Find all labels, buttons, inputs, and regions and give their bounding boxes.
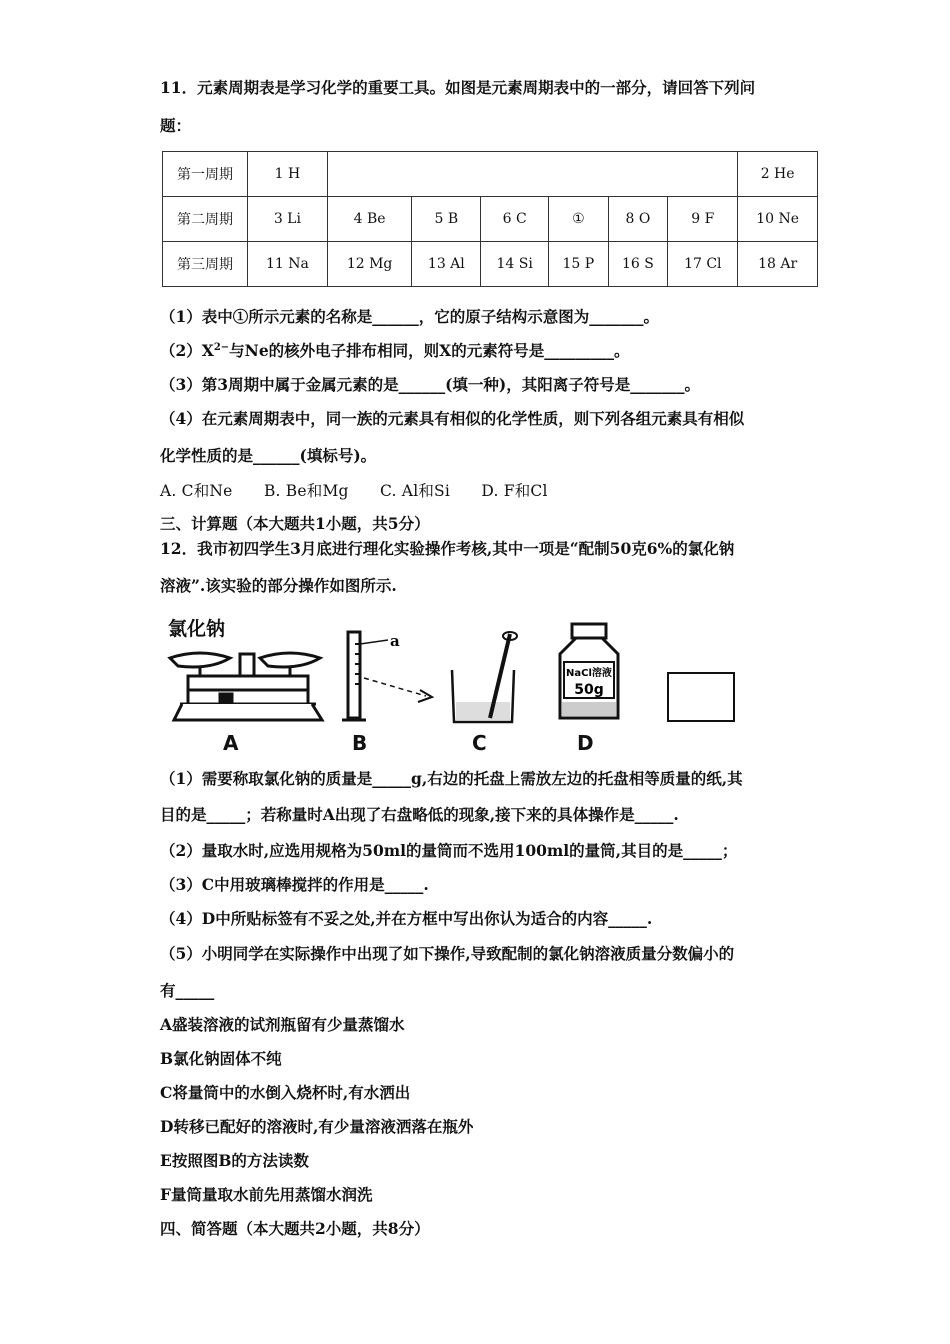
- cylinder-mark-label: a: [390, 632, 400, 650]
- table-row: [163, 197, 818, 242]
- q11-sub4-line1: （4）在元素周期表中，同一族的元素具有相似的化学性质，则下列各组元素具有相似: [160, 409, 745, 428]
- element-cell: 17 Cl: [668, 242, 738, 287]
- element-cell: 10 Ne: [738, 197, 818, 242]
- label-answer-box[interactable]: [667, 672, 735, 722]
- element-cell: 9 F: [668, 197, 738, 242]
- table-row: [163, 152, 818, 197]
- figure-label-c: C: [472, 731, 487, 755]
- q11-sub2-sup: 2−: [213, 341, 230, 353]
- q11-intro-line2: 题：: [160, 116, 192, 135]
- row-header: 第三周期: [163, 242, 248, 287]
- q12-sub1-line2: 目的是_____；若称量时A出现了右盘略低的现象,接下来的具体操作是_____.: [160, 805, 679, 824]
- choice-item: C将量筒中的水倒入烧杯时,有水洒出: [160, 1083, 411, 1102]
- q12-sub1-line1: （1）需要称取氯化钠的质量是_____g,右边的托盘上需放左边的托盘相等质量的纸,其: [160, 769, 743, 788]
- element-cell: 14 Si: [481, 242, 549, 287]
- bottle-label-line2: 50g: [574, 682, 604, 698]
- empty-cell: [327, 152, 738, 197]
- element-cell: 1 H: [248, 152, 328, 197]
- q12-sub3: （3）C中用玻璃棒搅拌的作用是_____.: [160, 875, 429, 894]
- element-cell: 15 P: [549, 242, 608, 287]
- figure-label-d: D: [577, 731, 594, 755]
- q11-sub1: （1）表中①所示元素的名称是______，它的原子结构示意图为_______。: [160, 307, 660, 326]
- figure-label-a: A: [223, 731, 239, 755]
- bottle-label-line1: NaCl溶液: [566, 668, 612, 679]
- q12-intro-line2: 溶液”.该实验的部分操作如图所示.: [160, 576, 397, 595]
- choice-item: D转移已配好的溶液时,有少量溶液洒落在瓶外: [160, 1117, 474, 1136]
- element-cell: 16 S: [608, 242, 668, 287]
- row-header: 第二周期: [163, 197, 248, 242]
- q11-sub2: [160, 341, 629, 361]
- choice-item: F量筒量取水前先用蒸馏水润洗: [160, 1185, 373, 1204]
- element-cell: 2 He: [738, 152, 818, 197]
- periodic-table: [162, 151, 818, 287]
- element-cell: 13 Al: [412, 242, 481, 287]
- q11-options: A. C和Ne B. Be和Mg C. Al和Si D. F和Cl: [160, 482, 548, 500]
- figure-label-b: B: [352, 731, 368, 755]
- q12-intro-line1: 12．我市初四学生3月底进行理化实验操作考核,其中一项是“配制50克6%的氯化钠: [160, 539, 735, 558]
- section3-heading: 三、计算题（本大题共1小题，共5分）: [160, 514, 430, 533]
- q12-sub4: （4）D中所贴标签有不妥之处,并在方框中写出你认为适合的内容_____.: [160, 909, 653, 928]
- q11-sub3: （3）第3周期中属于金属元素的是______(填一种)，其阳离子符号是_______。: [160, 375, 700, 394]
- q11-sub2-pre: （2）X: [160, 341, 214, 360]
- choice-item: A盛装溶液的试剂瓶留有少量蒸馏水: [160, 1015, 405, 1034]
- q12-sub2: （2）量取水时,应选用规格为50ml的量筒而不选用100ml的量筒,其目的是_____；: [160, 841, 738, 860]
- element-cell: 6 C: [481, 197, 549, 242]
- balance-scale-icon: [170, 653, 322, 720]
- q11-sub4-line2: 化学性质的是______(填标号)。: [160, 446, 377, 465]
- q11-sub2-post: 与Ne的核外电子排布相同，则X的元素符号是_________。: [229, 341, 630, 360]
- element-cell: 3 Li: [248, 197, 328, 242]
- graduated-cylinder-icon: [342, 632, 432, 720]
- element-cell: 5 B: [412, 197, 481, 242]
- table-row: [163, 242, 818, 287]
- q12-sub5-line2: 有_____: [160, 981, 215, 1000]
- beaker-stirring-icon: [452, 632, 517, 722]
- choice-item: E按照图B的方法读数: [160, 1151, 309, 1170]
- section4-heading: 四、简答题（本大题共2小题，共8分）: [160, 1219, 430, 1238]
- q11-intro-line1: 11．元素周期表是学习化学的重要工具。如图是元素周期表中的一部分，请回答下列问: [160, 78, 756, 97]
- q12-sub5-line1: （5）小明同学在实际操作中出现了如下操作,导致配制的氯化钠溶液质量分数偏小的: [160, 944, 735, 963]
- figure-title: 氯化钠: [168, 618, 226, 640]
- element-cell: 8 O: [608, 197, 668, 242]
- element-cell: 18 Ar: [738, 242, 818, 287]
- element-cell-marked: ①: [549, 197, 608, 242]
- row-header: 第一周期: [163, 152, 248, 197]
- element-cell: 12 Mg: [327, 242, 412, 287]
- choice-item: B氯化钠固体不纯: [160, 1049, 282, 1068]
- element-cell: 4 Be: [327, 197, 412, 242]
- element-cell: 11 Na: [248, 242, 328, 287]
